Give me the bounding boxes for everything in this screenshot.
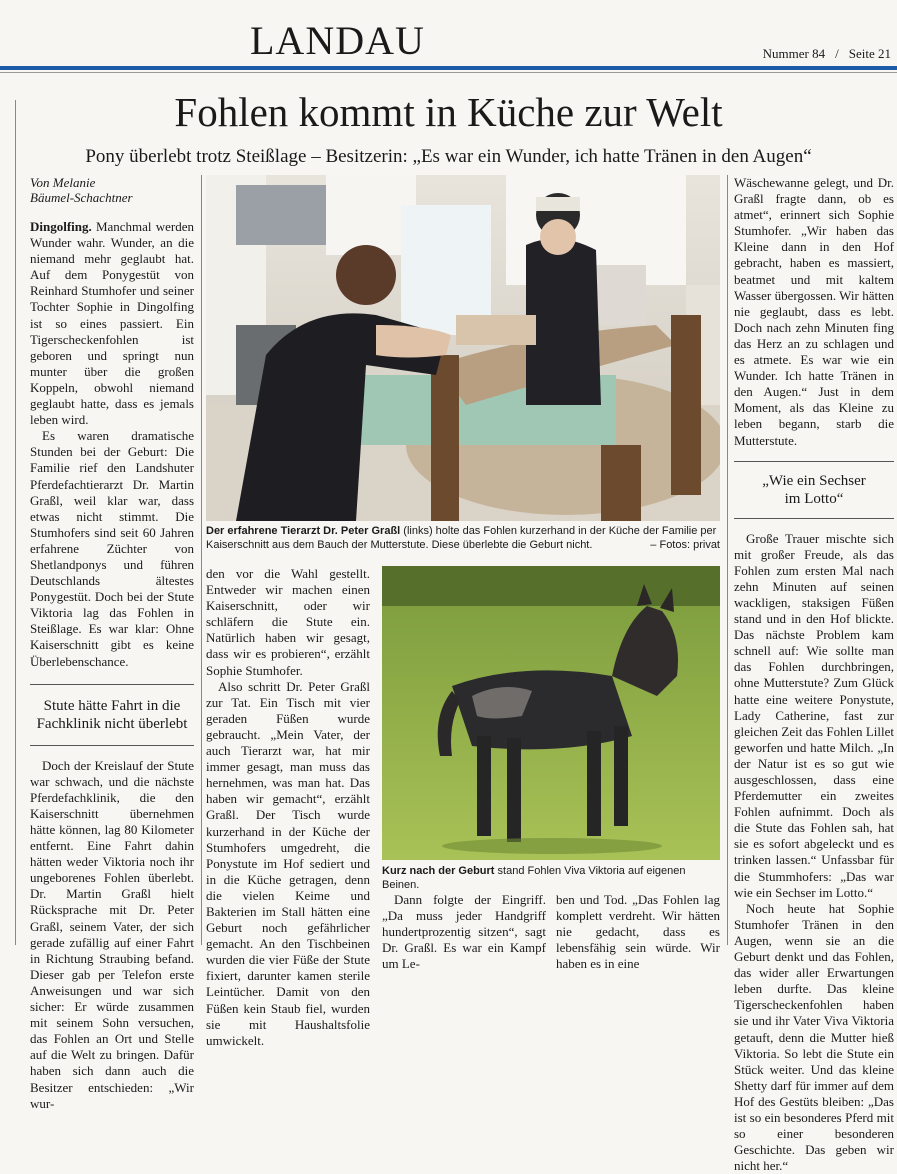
column-1	[30, 175, 194, 1112]
foal-photo-image	[382, 566, 720, 860]
byline	[30, 175, 194, 205]
kitchen-photo	[206, 175, 720, 521]
paragraph: den vor die Wahl gestellt. Entweder wir machen einen Kaiserschnitt, oder wir schläfern die Stute ein. Natürlich haben wir gesagt, dass wir es probieren“, erzählt Sophie Stumhofer.	[206, 566, 370, 678]
dateline: Dingolfing.	[30, 219, 92, 234]
issue-info	[763, 46, 891, 62]
byline-line-1: Von Melanie	[30, 175, 96, 190]
kitchen-photo-image	[206, 175, 720, 521]
paragraph: Doch der Kreislauf der Stute war schwach, und die nächste Pferdefachklinik, die den Kaiserschnitt übernehmen hätte können, lag 80 Kilometer entfernt. Eine Fahrt dahin hätten weder Viktoria noch ihr ungeborenes Fohlen überlebt. Dr. Martin Graßl hielt Rücksprache mit Dr. Peter Graßl, seinem Vater, der sich gerade zufällig auf einer Fahrt in Richtung Straubing befand. Dieser gab per Telefon erste Anweisungen und war sich sicher: Er würde zusammen mit seinem Sohn versuchen, das Fohlen an Ort und Stelle auf die Welt zu bringen. Dafür haben sich dann auch die Besitzer entschieden: „Wir wur-	[30, 757, 194, 1111]
caption-1-text: (links) holte das Fohlen kurzerhand in der Küche der Familie per Kaiserschnitt aus dem Bauch der Mutterstute. Diese überlebte die Geburt nicht.	[206, 525, 717, 551]
subhead-1-line-2: Fachklinik nicht überlebt	[36, 715, 188, 732]
caption-1-bold: Der erfahrene Tierarzt Dr. Peter Graßl	[206, 525, 401, 537]
intro-paragraph	[30, 219, 194, 428]
issue-separator: /	[835, 46, 839, 61]
foal-photo	[382, 566, 720, 860]
paragraph: Also schritt Dr. Peter Graßl zur Tat. Ein Tisch mit vier geraden Füßen wurde gebraucht. „Mein Vater, der auch Tierarzt war, hat mir immer gesagt, man muss das hernehmen, was man hat. Das haben wir gemacht“, erzählt Graßl. Der Tisch wurde kurzerhand in der Küche der Stumhofers umgedreht, die Ponystute im Hof sediert und in die Küche getragen, denn die vielen Keime und Bakterien im Stall hätten eine Geburt noch gefährlicher gemacht. An den Tischbeinen wurden die vier Füße der Stute fixiert, darunter kamen sterile Leintücher. Damit von den Füßen kein Staub fiel, wurden sie mit Haushaltsfolie umwickelt.	[206, 678, 370, 1048]
column-3	[382, 892, 546, 972]
kitchen-photo-caption	[206, 524, 720, 552]
paragraph: ben und Tod. „Das Fohlen lag komplett verdreht. Wir hätten nie gedacht, dass es lebensfähig sein würde. Wir haben es in eine	[556, 892, 720, 972]
column-4	[556, 892, 720, 972]
subhead-2-line-2: im Lotto“	[784, 490, 844, 507]
column-2	[206, 566, 370, 1049]
column-rule-1	[201, 175, 202, 945]
subhead-2-line-1: „Wie ein Sechser	[762, 472, 866, 489]
subhead-1-line-1: Stute hätte Fahrt in die	[43, 697, 181, 714]
header-rule	[0, 66, 897, 70]
column-rule-2	[727, 175, 728, 945]
subhead-rule	[734, 461, 894, 462]
subhead-rule	[30, 745, 194, 746]
foal-photo-caption	[382, 864, 720, 892]
paragraph: Dann folgte der Eingriff. „Da muss jeder Handgriff hundertprozentig sitzen“, sagt Dr. Graßl. Es war ein Kampf um Le-	[382, 892, 546, 972]
paragraph: Wäschewanne gelegt, und Dr. Graßl fragte dann, ob es atmet“, erinnert sich Sophie Stumhofer. „Wir haben das Kleine dann in den Hof gebracht, haben es massiert, beatmet und mit kaltem Wasser übergossen. Wir hätten nie geglaubt, dass es lebt. Doch nach zehn Minuten fing das Herz an zu schlagen und es atmete. Es war wie ein Wunder. Ich hatte Tränen in den Augen.“ Just in dem Moment, als das Kleine zu leben begann, starb die Mutterstute.	[734, 175, 894, 448]
issue-number: Nummer 84	[762, 46, 826, 61]
byline-line-2: Bäumel-Schachtner	[30, 190, 133, 205]
subhead-rule	[30, 684, 194, 685]
paragraph: Große Trauer mischte sich mit großer Freude, als das Fohlen zum ersten Mal nach zehn Minuten auf seinen wackligen, staksigen Füßen stand und in den Hof blickte. Das nächste Problem kam schnell auf: Wie sollte man das Fohlen durchbringen, ohne Mutterstute? Zum Glück hatte eine weitere Ponystute, Lady Catherine, fast zur gleichen Zeit das Fohlen Lillet geworfen und hatte Milch. „In der Natur ist es so gut wie ausgeschlossen, dass eine Pferdemutter ein zweites Fohlen aufnimmt. Doch als die Stute das Fohlen sah, hat sie es sofort abgeleckt und es trinken lassen.“ Unfassbar für die Stummhofers: „Das war wie ein Sechser im Lotto.“	[734, 530, 894, 900]
section-title: LANDAU	[250, 18, 425, 63]
subhead-2	[734, 472, 894, 508]
intro-text: Manchmal werden Wunder wahr. Wunder, an die niemand mehr geglaubt hat. Auf dem Ponygestüt von Reinhard Stumhofer und seiner Tochter Sophie in Dingolfing ist so eines passiert. Ein Tigerscheckenfohlen ist geboren und springt nun munter über die großen Koppeln, obwohl niemand geglaubt hatte, dass es jemals leben wird.	[30, 219, 194, 428]
subhead-rule	[734, 518, 894, 519]
paragraph: Noch heute hat Sophie Stumhofer Tränen in den Augen, wenn sie an die Geburt denkt und das Fohlen, das wider aller Erwartungen leben durfte. Das kleine Tigerscheckenfohlen haben sie und ihr Vater Viva Viktoria getauft, denn die Mutter hieß Viktoria. So lebt die Stute ein Stück weiter. Und das kleine Shetty darf für immer auf dem Hof des Gestüts bleiben: „Das ist so ein besonderes Pferd mit so einer besonderen Geschichte. Das geben wir nicht her.“	[734, 900, 894, 1174]
article-subheadline: Pony überlebt trotz Steißlage – Besitzerin: „Es war ein Wunder, ich hatte Tränen in den Augen“	[85, 146, 812, 167]
photo-credit: – Fotos: privat	[650, 539, 720, 551]
subhead-1	[30, 697, 194, 733]
header-thin-rule	[0, 72, 897, 73]
caption-2-text: stand Fohlen Viva Viktoria auf eigenen Beinen.	[382, 865, 686, 891]
caption-2-bold: Kurz nach der Geburt	[382, 865, 495, 877]
left-margin-rule	[15, 100, 16, 945]
article-headline: Fohlen kommt in Küche zur Welt	[174, 89, 723, 135]
paragraph: Es waren dramatische Stunden bei der Geburt: Die Familie rief den Landshuter Pferdefachtierarzt Dr. Martin Graßl, weil klar war, dass etwas nicht stimmt. Die Stumhofers sind seit 60 Jahren erfahrene Züchter von Shetlandponys und führen Deutschlands ältestes Ponygestüt. Doch bei der Stute Viktoria lag das Fohlen in Steißlage. Es war klar: Ohne Kaiserschnitt gibt es keine Überlebenschance.	[30, 428, 194, 669]
column-5	[734, 175, 894, 1174]
page-number: Seite 21	[848, 46, 891, 61]
